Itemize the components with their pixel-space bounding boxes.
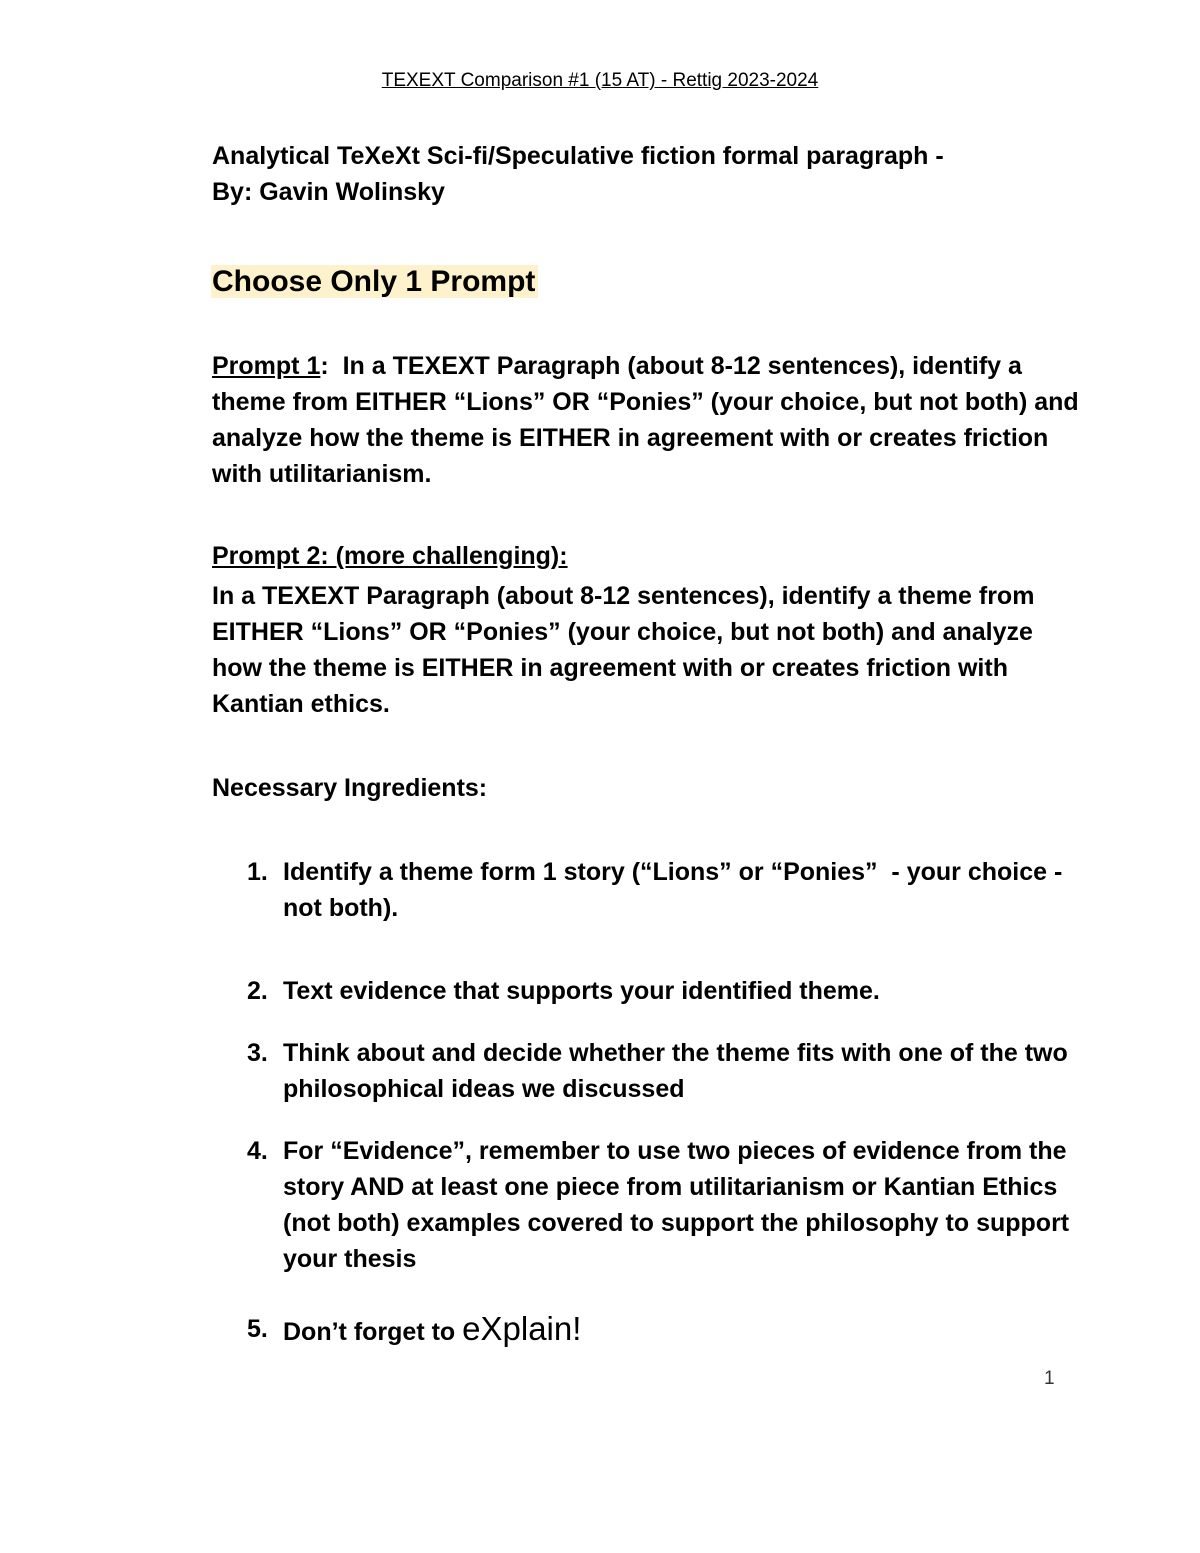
ingredients-heading: Necessary Ingredients:: [212, 774, 488, 802]
list-item-number: 1.: [247, 858, 268, 886]
choose-prompt-highlight: Choose Only 1 Prompt: [211, 265, 538, 298]
page-header: TEXEXT Comparison #1 (15 AT) - Rettig 2023-2024: [381, 70, 819, 91]
list-item-text: Think about and decide whether the theme fits with one of the two philosophical ideas we discussed: [283, 1039, 1068, 1103]
prompt-1: [212, 348, 1086, 492]
list-item-text: Identify a theme form 1 story (“Lions” or “Ponies” - your choice - not both).: [283, 858, 1070, 922]
list-item-text: Don’t forget to: [283, 1318, 463, 1346]
prompt-2-text: In a TEXEXT Paragraph (about 8-12 sentences), identify a theme from EITHER “Lions” OR “Ponies” (your choice, but not both) and analyze how the theme is EITHER in agreement with or creates friction with Kantian ethics.: [212, 582, 1035, 718]
prompt-2-label: Prompt 2: (more challenging):: [212, 542, 568, 570]
list-item-number: 5.: [247, 1315, 268, 1343]
list-item-text: For “Evidence”, remember to use two pieces of evidence from the story AND at least one piece from utilitarianism or Kantian Ethics (not both) examples covered to support the philosophy to support your thesis: [283, 1137, 1070, 1273]
list-item-text: Text evidence that supports your identified theme.: [283, 977, 880, 1005]
choose-prompt-heading: [212, 262, 1082, 302]
title-line-2: By: Gavin Wolinsky: [212, 178, 445, 206]
list-item: [212, 973, 1082, 1009]
list-item-number: 4.: [247, 1137, 268, 1165]
list-item: [212, 1311, 1082, 1350]
prompt-1-colon: :: [320, 352, 329, 380]
list-item: [212, 1133, 1082, 1277]
document-title: [212, 138, 1082, 210]
list-item-number: 3.: [247, 1039, 268, 1067]
prompt-1-text: In a TEXEXT Paragraph (about 8-12 sentences), identify a theme from EITHER “Lions” OR “Ponies” (your choice, but not both) and analyze how the theme is EITHER in agreement with or creates friction with utilitarianism.: [212, 352, 1086, 488]
list-item-number: 2.: [247, 977, 268, 1005]
title-line-1: Analytical TeXeXt Sci-fi/Speculative fiction formal paragraph -: [212, 142, 944, 170]
explain-emphasis: eXplain!: [462, 1310, 582, 1347]
list-item: [212, 854, 1082, 926]
list-item: [212, 1035, 1082, 1107]
page-number: 1: [1044, 1368, 1055, 1389]
prompt-1-label: Prompt 1: [212, 352, 321, 380]
ingredients-list: [212, 854, 1082, 1350]
document-body: [212, 138, 1086, 1350]
